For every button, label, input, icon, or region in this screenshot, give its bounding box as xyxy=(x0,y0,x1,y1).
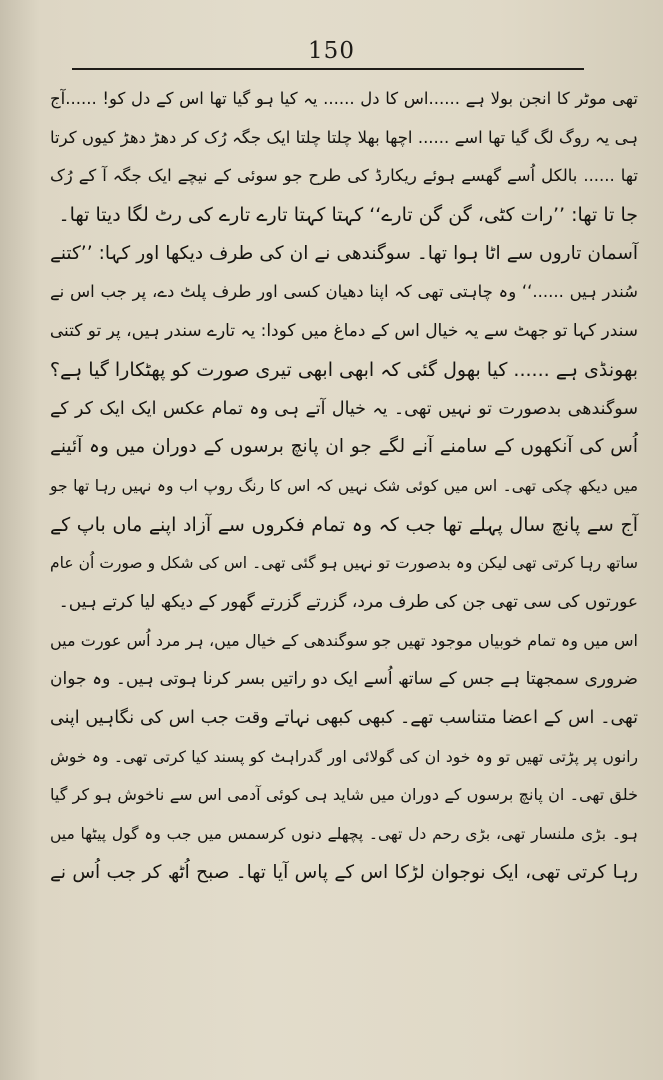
text-line: ساتھ رہا کرتی تھی لیکن وہ بدصورت تو نہیں ہو گئی تھی۔ اس کی شکل و صورت اُن عام xyxy=(50,554,638,573)
text-line: سندر کہا تو جھٹ سے یہ خیال اس کے دماغ میں کودا: یہ تارے سندر ہیں، پر تو کتنی xyxy=(49,321,638,342)
text-line: تھی موٹر کا انجن بولا ہے ......اس کا دل ...... یہ کیا ہو گیا تھا اس کے دل کو! ......آج xyxy=(50,89,638,108)
paragraph xyxy=(50,235,638,390)
text-line: میں دیکھ چکی تھی۔ اس میں کوئی شک نہیں کہ اس کا رنگ روپ اب وہ نہیں رہا تھا جو xyxy=(50,476,638,495)
page-number: 150 xyxy=(308,38,355,64)
text-line: تھا ...... بالکل اُسے گھسے ہوئے ریکارڈ کی طرح جو سوئی کے نیچے ایک جگہ آ کے رُک xyxy=(50,166,638,186)
text-line: تھی۔ اس کے اعضا متناسب تھے۔ کبھی کبھی نہاتے وقت جب اس کی نگاہیں اپنی xyxy=(50,708,638,728)
paragraph xyxy=(50,390,638,622)
text-line: رہا کرتی تھی، ایک نوجوان لڑکا اس کے پاس آیا تھا۔ صبح اُٹھ کر جب اُس نے xyxy=(50,861,638,883)
text-line: ضروری سمجھتا ہے جس کے ساتھ اُسے ایک دو راتیں بسر کرنا ہوتی ہیں۔ وہ جوان xyxy=(50,669,638,690)
text-line: اس میں وہ تمام خوبیاں موجود تھیں جو سوگندھی کے خیال میں، ہر مرد اُس عورت میں xyxy=(50,630,638,650)
text-line: اُس کی آنکھوں کے سامنے آنے لگے جو ان پانچ برسوں کے دوران میں وہ آئینے xyxy=(50,436,638,458)
header-rule xyxy=(72,68,584,70)
text-line: سوگندھی بدصورت تو نہیں تھی۔ یہ خیال آتے ہی وہ تمام عکس ایک ایک کر کے xyxy=(50,398,638,419)
body-text xyxy=(50,80,638,1070)
text-line: آسمان تاروں سے اٹا ہوا تھا۔ سوگندھی نے ان کی طرف دیکھا اور کہا: ’’کتنے xyxy=(50,242,638,264)
text-line: سُندر ہیں ......‘‘ وہ چاہتی تھی کہ اپنا دھیان کسی اور طرف پلٹ دے، پر جب اس نے xyxy=(50,282,638,302)
text-line: خلق تھی۔ ان پانچ برسوں کے دوران میں شاید ہی کوئی آدمی اس سے ناخوش ہو کر گیا xyxy=(50,785,638,805)
text-line: جا تا تھا: ’’رات کٹی، گن گن تارے‘‘ کہتا کہتا تارے تارے کی رٹ لگا دیتا تھا۔ xyxy=(58,204,638,227)
text-line: ہی یہ روگ لگ گیا تھا اسے ...... اچھا بھلا چلتا چلتا ایک جگہ رُک کر دھڑ دھڑ کیوں کرتا xyxy=(50,127,638,147)
text-line: ہو۔ بڑی ملنسار تھی، بڑی رحم دل تھی۔ پچھلے دنوں کرسمس میں جب وہ گول پیٹھا میں xyxy=(50,825,638,844)
paragraph xyxy=(50,80,638,235)
text-line: عورتوں کی سی تھی جن کی طرف مرد، گزرتے گزرتے گھور کے دیکھ لیا کرتے ہیں۔ xyxy=(58,591,638,612)
text-line: آج سے پانچ سال پہلے تھا جب کہ وہ تمام فکروں سے آزاد اپنے ماں باپ کے xyxy=(50,513,638,536)
paragraph xyxy=(50,622,638,893)
text-line: بھونڈی ہے ...... کیا بھول گئی کہ ابھی ابھی تیری صورت کو پھٹکارا گیا ہے؟ xyxy=(49,358,638,381)
text-line: رانوں پر پڑتی تھیں تو وہ خود ان کی گولائی اور گدراہٹ کو پسند کیا کرتی تھی۔ وہ خوش xyxy=(50,747,638,766)
